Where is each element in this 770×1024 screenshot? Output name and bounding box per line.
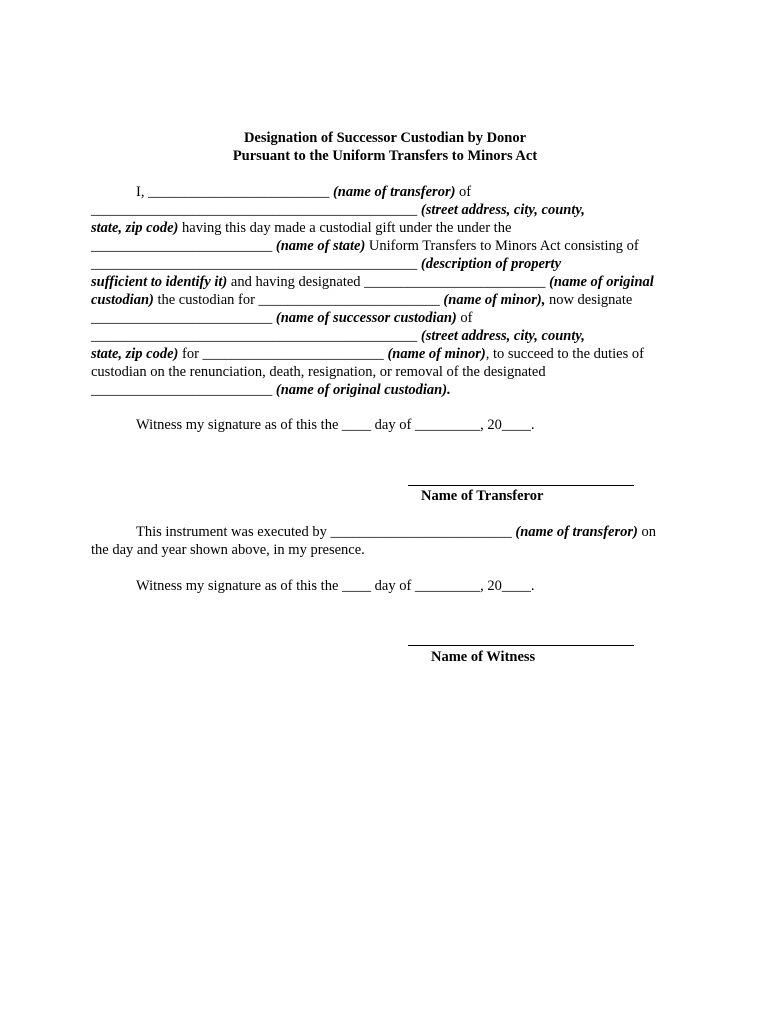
body-line-8 xyxy=(91,309,472,327)
text-segment: the custodian for _________________________ xyxy=(153,292,444,308)
body-line-10 xyxy=(91,345,644,363)
transferor-signature-label: Name of Transferor xyxy=(421,488,544,504)
field-label: (street address, city, county, xyxy=(420,202,585,218)
field-label: (street address, city, county, xyxy=(420,328,585,344)
field-label: (name of minor), xyxy=(443,292,546,308)
body-line-7 xyxy=(91,291,632,309)
field-label: (name of original xyxy=(549,274,654,290)
body-line-2 xyxy=(91,201,585,219)
body-line-4 xyxy=(91,237,639,255)
field-label: (name of successor custodian) xyxy=(275,310,457,326)
body-line-5 xyxy=(91,255,561,273)
field-label: (name of transferor) xyxy=(515,524,638,540)
text-segment: on xyxy=(637,524,656,540)
text-segment: and having designated _________________________ xyxy=(227,274,550,290)
text-segment: Uniform Transfers to Minors Act consisting of xyxy=(365,238,639,254)
witness-signature-line xyxy=(408,645,634,646)
field-label: (name of transferor) xyxy=(332,184,456,200)
body-line-12 xyxy=(91,381,451,399)
body-line-3 xyxy=(91,219,511,237)
text-segment: now designate xyxy=(545,292,633,308)
field-label: (description of property xyxy=(420,256,562,272)
field-label: (name of original custodian). xyxy=(275,382,451,398)
text-segment: _________________________ xyxy=(91,238,276,254)
body-line-1 xyxy=(136,183,471,201)
text-segment: having this day made a custodial gift under the under the xyxy=(178,220,512,236)
field-label: (name of state) xyxy=(275,238,366,254)
text-segment: , to succeed to the duties of xyxy=(485,346,644,362)
text-segment: of xyxy=(456,310,473,326)
witness-signature-label: Name of Witness xyxy=(431,649,536,665)
text-segment: This instrument was executed by _________________________ xyxy=(136,524,516,540)
body-line-6 xyxy=(91,273,654,291)
document-subtitle: Pursuant to the Uniform Transfers to Minors Act xyxy=(232,148,538,164)
witness-statement-1: Witness my signature as of this the ____ day of _________, 20____. xyxy=(136,417,535,433)
transferor-signature-line xyxy=(408,485,634,486)
body-line-9 xyxy=(91,327,585,345)
text-segment: _________________________ xyxy=(91,382,276,398)
execution-statement-line-2: the day and year shown above, in my presence. xyxy=(91,542,365,558)
field-label: state, zip code) xyxy=(91,346,179,362)
witness-statement-2: Witness my signature as of this the ____ day of _________, 20____. xyxy=(136,578,535,594)
execution-statement-line-1 xyxy=(136,523,656,541)
text-segment: _____________________________________________ xyxy=(91,202,421,218)
text-segment: _____________________________________________ xyxy=(91,256,421,272)
text-segment: I, _________________________ xyxy=(136,184,333,200)
text-segment: for _________________________ xyxy=(178,346,388,362)
text-segment: of xyxy=(455,184,472,200)
field-label: (name of minor) xyxy=(387,346,486,362)
document-title: Designation of Successor Custodian by Donor xyxy=(243,130,527,146)
field-label: sufficient to identify it) xyxy=(91,274,228,290)
text-segment: _____________________________________________ xyxy=(91,328,421,344)
field-label: state, zip code) xyxy=(91,220,179,236)
field-label: custodian) xyxy=(91,292,154,308)
body-line-11: custodian on the renunciation, death, resignation, or removal of the designated xyxy=(91,364,546,380)
text-segment: _________________________ xyxy=(91,310,276,326)
